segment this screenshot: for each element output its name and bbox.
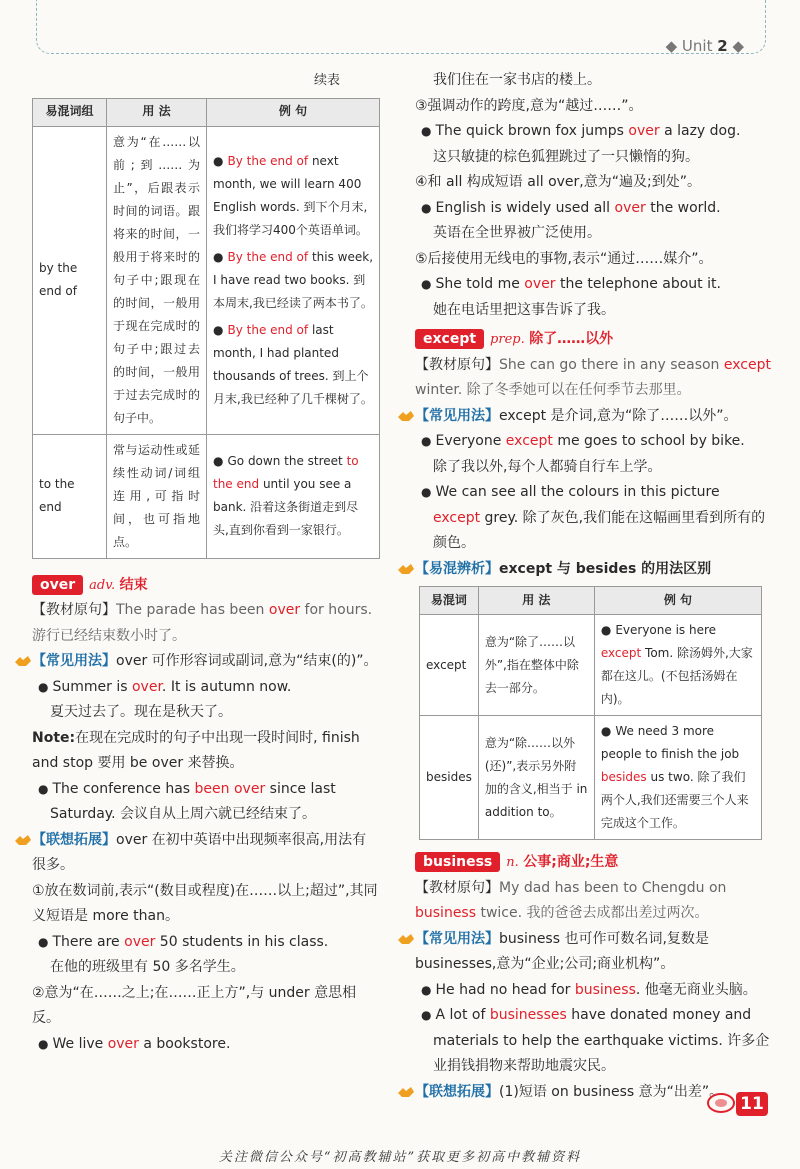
example-translation: 这只敏捷的棕色狐狸跳过了一只懒惰的狗。 (433, 148, 699, 165)
orig-red: business (415, 905, 477, 921)
example-red: besides (600, 770, 647, 784)
example: ● We live over a bookstore. (38, 1035, 231, 1052)
example-text: We live (52, 1035, 108, 1052)
th-example: 例 句 (207, 98, 380, 126)
business-heading (415, 850, 771, 876)
word-tag: over (32, 575, 83, 595)
example: ● He had no head for business. 他毫无商业头脑。 (421, 981, 757, 998)
table-row (420, 716, 762, 840)
right-column (415, 68, 771, 1105)
example: ● We can see all the colours in this picture except grey. 除了灰色,我们能在这幅画里看到所有的颜色。 (421, 484, 766, 551)
example-red: to the end (213, 454, 359, 491)
word-tag: business (415, 852, 500, 872)
except-original (415, 353, 771, 404)
orig-text: twice. 我的爸爸去成都出差过两次。 (476, 905, 709, 921)
fox-icon (14, 654, 32, 668)
footer-text: 关注微信公众号“初高教辅站”获取更多初高中教辅资料 (218, 1150, 582, 1165)
example-text: a bookstore. (138, 1035, 231, 1052)
orig-red: over (268, 602, 301, 618)
example-translation: 她在电话里把这事告诉了我。 (433, 301, 615, 318)
example-text: the world. (645, 199, 721, 216)
example: ● Summer is over. It is autumn now. (38, 678, 292, 695)
point-3: ③强调动作的跨度,意为“越过……”。 (415, 97, 643, 114)
th-phrase: 易混词组 (33, 98, 107, 126)
usage-cell: 意为“除了……以外”,指在整体中除去一部分。 (478, 615, 594, 716)
top-frame (36, 0, 766, 54)
example-cell: ● We need 3 more people to finish the job besides us two. 除了我们两个人,我们还需要三个人来完成这个工作。 (594, 716, 761, 840)
example-text: this week, I have read two books. 到本周末,我已经读了两本书了。 (213, 249, 374, 310)
usage-cell: 意为“在……以前;到……为止”，后跟表示时间的词语。跟将来的时间，一般用于将来时的句子中;跟现在的时间，一般用于现在完成时的句子中;跟过去的时间，一般用于过去完成时的句子中。 (107, 126, 207, 434)
example-text: next month, we will learn 400 English words. 到下个月末,我们将学习400个英语单词。 (213, 153, 368, 237)
example-text: have donated money and materials to help the earthquake victims. 许多企业捐钱捐物来帮助地震灾民。 (433, 1007, 770, 1074)
over-original (32, 598, 380, 624)
orig-text: She can go there in any season (499, 356, 724, 373)
example-text: Tom. 除汤姆外,大家都在这儿。(不包括汤姆在内)。 (600, 646, 753, 706)
example: ● By the end of next month, we will learn 400 English words. 到下个月末,我们将学习400个英语单词。 (213, 153, 368, 237)
example-text: the telephone about it. (555, 276, 721, 292)
example-translation: 英语在全世界被广泛使用。 (433, 225, 601, 241)
example-text: There are (52, 933, 125, 950)
example-cell: ● Everyone is here except Tom. 除汤姆外,大家都在这儿。(不包括汤姆在内)。 (594, 615, 761, 716)
example-text: . It is autumn now. (161, 678, 292, 695)
orig-text: My dad has been to Chengdu on (499, 879, 727, 896)
section-label: 【联想拓展】 (32, 831, 116, 848)
unit-label: ◆ Unit 2 ◆ (665, 37, 744, 55)
table-row (33, 126, 380, 434)
fox-icon (14, 833, 32, 847)
example-text: A lot of (435, 1007, 490, 1023)
example-red: over (628, 123, 660, 139)
point-2: ②意为“在……之上;在……正上方”,与 under 意思相反。 (32, 984, 357, 1026)
over-extension (32, 828, 380, 879)
th-example: 例 句 (594, 587, 761, 615)
word-cell: except (420, 615, 479, 716)
table-row (33, 434, 380, 558)
section-label: 【教材原句】 (32, 602, 116, 618)
example-text: The conference has (52, 780, 195, 797)
point-1: ①放在数词前,表示“(数目或程度)在……以上;超过”,其同义短语是 more than。 (32, 882, 378, 924)
fox-icon (397, 562, 415, 576)
example: ● There are over 50 students in his class. (38, 933, 329, 950)
example-text: English is widely used all (435, 199, 615, 216)
example-text: We need 3 more people to finish the job (600, 724, 740, 761)
word-cell: besides (420, 716, 479, 840)
phrase-table (32, 98, 380, 559)
example-text: . 他毫无商业头脑。 (635, 981, 757, 998)
example-red: By the end of (227, 153, 309, 168)
example: ● By the end of last month, I had planted thousands of trees. 到上个月末,我已经种了几千棵树了。 (213, 322, 373, 406)
point-5: ⑤后接使用无线电的事物,表示“通过……媒介”。 (415, 250, 713, 267)
word-tag: except (415, 329, 484, 349)
table-header (33, 98, 380, 126)
usage-cell: 常与运动性或延续性动词/词组连用,可指时间，也可指地点。 (107, 434, 207, 558)
example: ● Go down the street to the end until you see a bank. 沿着这条街道走到尽头,直到你看到一家银行。 (213, 454, 359, 537)
fox-icon (397, 409, 415, 423)
example-text: 50 students in his class. (155, 933, 329, 950)
example-text: a lazy dog. (659, 123, 741, 139)
example: ● A lot of businesses have donated money and materials to help the earthquake victims. 许多企业捐钱捐物来帮助地震灾民。 (421, 1007, 770, 1074)
example-text: Go down the street (227, 454, 347, 468)
usage-text: except 是介词,意为“除了……以外”。 (499, 407, 738, 424)
usage-cell: 意为“除……以外(还)”,表示另外附加的含义,相当于 in addition to。 (478, 716, 594, 840)
fox-icon (397, 932, 415, 946)
phrase-cell: to the end (33, 434, 107, 558)
example: ● By the end of this week, I have read two books. 到本周末,我已经读了两本书了。 (213, 249, 374, 310)
example-text: since last Saturday. 会议自从上周六就已经结束了。 (50, 780, 336, 822)
fox-icon (397, 1085, 415, 1099)
over-usage (32, 649, 380, 675)
example-red: over (124, 933, 156, 950)
word-meaning: 除了……以外 (529, 331, 614, 347)
table-header (420, 587, 762, 615)
except-usage (415, 404, 771, 430)
example-text: We can see all the colours in this picture (435, 484, 720, 500)
example-text: last month, I had planted thousands of trees. 到上个月末,我已经种了几千棵树了。 (213, 322, 373, 406)
extension-text: (1)短语 on business 意为“出差”。 (499, 1083, 724, 1100)
example-red: business (574, 981, 636, 998)
orig-text: The parade has been (116, 602, 269, 618)
example-translation: 在他的班级里有 50 多名学生。 (50, 959, 245, 975)
note (32, 726, 380, 777)
continued-label: 续表 (313, 73, 340, 88)
example-text: until you see a bank. 沿着这条街道走到尽头,直到你看到一家银行。 (213, 477, 359, 537)
business-original (415, 876, 771, 927)
part-of-speech: prep. (490, 332, 525, 347)
example-text: She told me (435, 276, 525, 292)
section-label: 【教材原句】 (415, 879, 499, 896)
unit-text: Unit (681, 37, 713, 55)
example-red: businesses (489, 1007, 567, 1023)
example: ● Everyone except me goes to school by bike. (421, 433, 745, 449)
word-meaning: 公事;商业;生意 (523, 854, 619, 870)
except-heading (415, 327, 771, 353)
example-translation: 夏天过去了。现在是秋天了。 (50, 704, 232, 720)
th-usage: 用 法 (107, 98, 207, 126)
example: ● The quick brown fox jumps over a lazy dog. (421, 123, 741, 139)
example-red: except (433, 509, 481, 526)
th-usage: 用 法 (478, 587, 594, 615)
note-text: 在现在完成时的句子中出现一段时间时, finish and stop 要用 be over 来替换。 (32, 729, 360, 771)
section-label: 【常见用法】 (415, 930, 499, 947)
point-4: ④和 all 构成短语 all over,意为“遍及;到处”。 (415, 174, 701, 190)
example: ● She told me over the telephone about it. (421, 276, 721, 292)
except-besides-table (419, 586, 762, 840)
example-red: over (524, 276, 556, 292)
business-usage (415, 927, 771, 978)
example-red: except (505, 433, 553, 449)
example-red: over (614, 199, 646, 216)
orig-text: winter. 除了冬季她可以在任何季节去那里。 (415, 382, 691, 398)
example-red: except (600, 646, 642, 660)
example-translation: 除了我以外,每个人都骑自行车上学。 (433, 458, 662, 475)
example-red: over (107, 1035, 139, 1052)
section-label: 【易混辨析】 (415, 560, 499, 577)
example-text: Everyone (435, 433, 506, 449)
usage-text: over 可作形容词或副词,意为“结束(的)”。 (116, 653, 378, 669)
example-text: Everyone is here (615, 623, 717, 637)
example-text: He had no head for (435, 981, 575, 998)
over-heading (32, 573, 380, 599)
example-cell (207, 434, 380, 558)
left-column (32, 68, 380, 1057)
section-label: 【教材原句】 (415, 356, 499, 373)
example-translation: 我们住在一家书店的楼上。 (433, 72, 601, 88)
page-number: 11 (736, 1092, 768, 1116)
example-text: me goes to school by bike. (552, 433, 745, 449)
example-cell (207, 126, 380, 434)
example: ● The conference has been over since last Saturday. 会议自从上周六就已经结束了。 (38, 780, 336, 822)
diff-title: except 与 besides 的用法区别 (499, 560, 712, 577)
word-meaning: 结束 (119, 576, 148, 593)
example-text: Summer is (52, 678, 132, 695)
except-diff (415, 557, 771, 583)
example-text: The quick brown fox jumps (435, 123, 629, 139)
orig-red: except (723, 356, 771, 373)
example-text: grey. 除了灰色,我们能在这幅画里看到所有的颜色。 (433, 509, 766, 551)
part-of-speech: adv. (89, 577, 116, 593)
unit-number: 2 (717, 37, 728, 55)
section-label: 【联想拓展】 (415, 1083, 499, 1100)
th-word: 易混词 (420, 587, 479, 615)
usage-text: business 也可作可数名词,复数是 businesses,意为“企业;公司;商业机构”。 (415, 930, 709, 972)
example: ● English is widely used all over the world. (421, 199, 721, 216)
example-text: us two. 除了我们两个人,我们还需要三个人来完成这个工作。 (600, 770, 749, 830)
section-label: 【常见用法】 (415, 407, 499, 424)
example-red: been over (194, 780, 266, 797)
section-label: 【常见用法】 (32, 653, 116, 669)
example-red: By the end of (227, 249, 309, 264)
orig-translation: 游行已经结束数小时了。 (32, 627, 186, 644)
example-red: over (131, 678, 162, 695)
note-label: Note: (32, 729, 76, 746)
part-of-speech: n. (506, 855, 519, 870)
extension-text: over 在初中英语中出现频率很高,用法有很多。 (32, 831, 367, 873)
table-row (420, 615, 762, 716)
orig-text: for hours. (300, 602, 373, 618)
phrase-cell: by the end of (33, 126, 107, 434)
example-red: By the end of (227, 322, 309, 337)
